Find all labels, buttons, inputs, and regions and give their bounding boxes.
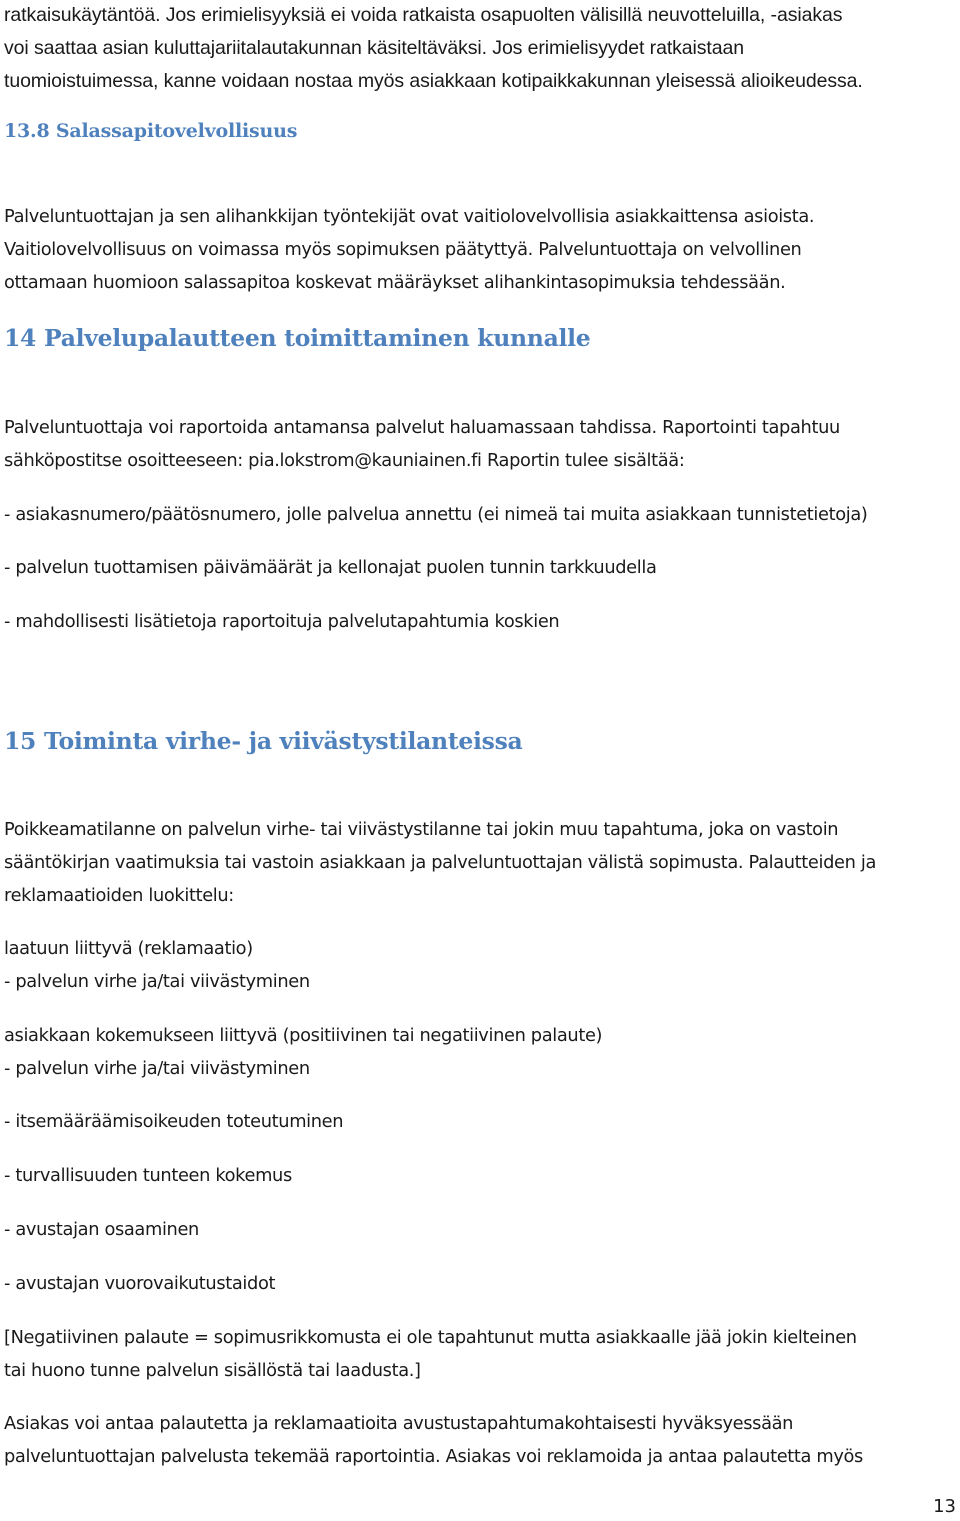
section-13-8-heading: 13.8 Salassapitovelvollisuus (4, 120, 298, 142)
paragraph-line: reklamaatioiden luokittelu: (4, 885, 234, 906)
list-item: - palvelun tuottamisen päivämäärät ja kellonajat puolen tunnin tarkkuudella (4, 557, 657, 578)
paragraph-line: Palveluntuottaja voi raportoida antamansa palvelut haluamassaan tahdissa. Raportointi tapahtuu (4, 417, 840, 438)
intro-line-1: ratkaisukäytäntöä. Jos erimielisyyksiä ei voida ratkaista osapuolten välisillä neuvotteluilla, -asiakas (4, 4, 843, 26)
list-item: - turvallisuuden tunteen kokemus (4, 1165, 292, 1186)
paragraph-line: sähköpostitse osoitteeseen: pia.lokstrom@kauniainen.fi Raportin tulee sisältää: (4, 450, 685, 471)
section-14-heading: 14 Palvelupalautteen toimittaminen kunnalle (4, 324, 591, 352)
list-item: - mahdollisesti lisätietoja raportoituja palvelutapahtumia koskien (4, 611, 560, 632)
list-item: - asiakasnumero/päätösnumero, jolle palvelua annettu (ei nimeä tai muita asiakkaan tunnistetietoja) (4, 504, 868, 525)
list-item: - palvelun virhe ja/tai viivästyminen (4, 1058, 310, 1079)
list-item: - avustajan osaaminen (4, 1219, 199, 1240)
list-item: - itsemääräämisoikeuden toteutuminen (4, 1111, 344, 1132)
paragraph-line: palveluntuottajan palvelusta tekemää raportointia. Asiakas voi reklamoida ja antaa palautetta myös (4, 1446, 863, 1467)
intro-line-2: voi saattaa asian kuluttajariitalautakunnan käsiteltäväksi. Jos erimielisyydet ratkaistaan (4, 37, 744, 59)
list-item: - avustajan vuorovaikutustaidot (4, 1273, 276, 1294)
page-number: 13 (933, 1496, 956, 1517)
paragraph-line: Vaitiolovelvollisuus on voimassa myös sopimuksen päätyttyä. Palveluntuottaja on velvollinen (4, 239, 802, 260)
note-line: [Negatiivinen palaute = sopimusrikkomusta ei ole tapahtunut mutta asiakkaalle jää jokin kielteinen (4, 1327, 857, 1348)
paragraph-line: sääntökirjan vaatimuksia tai vastoin asiakkaan ja palveluntuottajan välistä sopimusta. Palautteiden ja (4, 852, 876, 873)
list-item: - palvelun virhe ja/tai viivästyminen (4, 971, 310, 992)
paragraph-line: ottamaan huomioon salassapitoa koskevat määräykset alihankintasopimuksia tehdessään. (4, 272, 786, 293)
note-line: tai huono tunne palvelun sisällöstä tai laadusta.] (4, 1360, 421, 1381)
paragraph-line: Asiakas voi antaa palautetta ja reklamaatioita avustustapahtumakohtaisesti hyväksyessään (4, 1413, 794, 1434)
paragraph-line: Poikkeamatilanne on palvelun virhe- tai viivästystilanne tai jokin muu tapahtuma, joka on vastoin (4, 819, 839, 840)
paragraph-line: Palveluntuottajan ja sen alihankkijan työntekijät ovat vaitiolovelvollisia asiakkaittensa asioista. (4, 206, 815, 227)
section-15-heading: 15 Toiminta virhe- ja viivästystilanteissa (4, 727, 523, 755)
experience-title: asiakkaan kokemukseen liittyvä (positiivinen tai negatiivinen palaute) (4, 1025, 603, 1046)
quality-title: laatuun liittyvä (reklamaatio) (4, 938, 253, 959)
intro-line-3: tuomioistuimessa, kanne voidaan nostaa myös asiakkaan kotipaikkakunnan yleisessä alioikeudessa. (4, 70, 863, 92)
